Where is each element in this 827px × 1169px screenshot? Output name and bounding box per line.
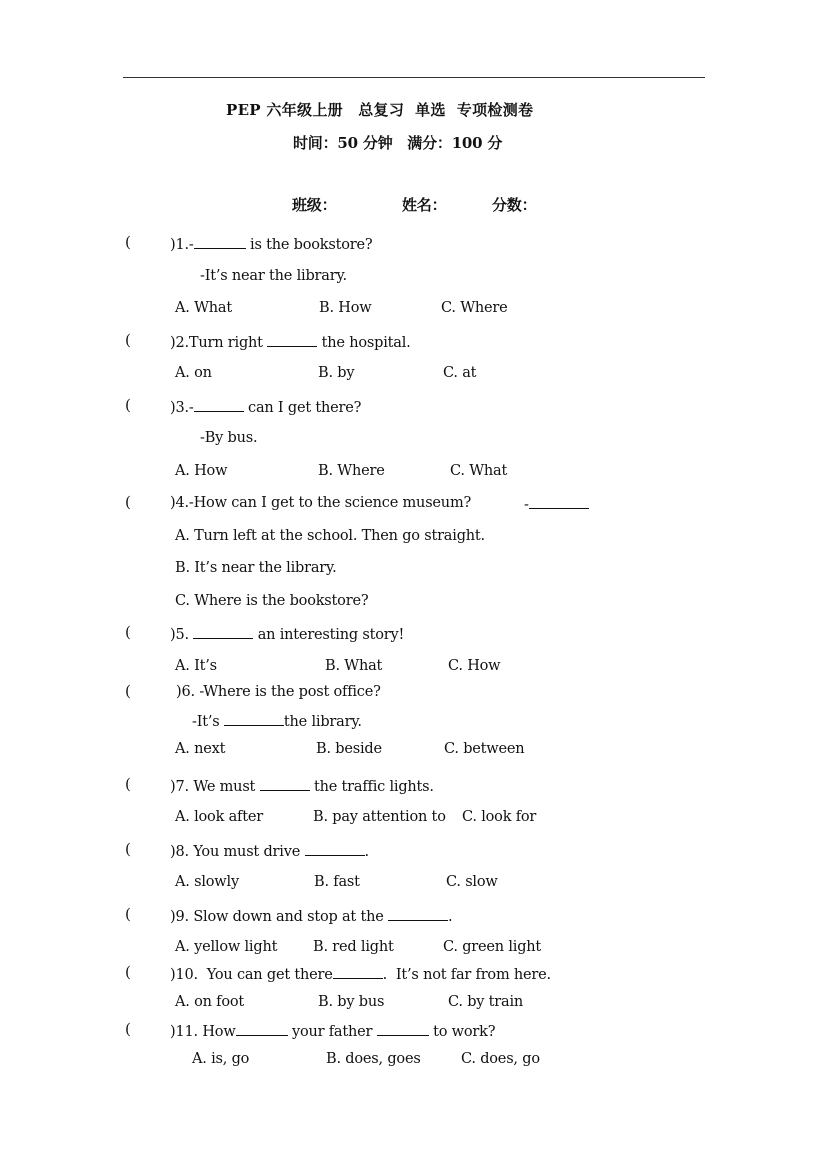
answer-blank[interactable] <box>377 1021 429 1036</box>
answer-paren-open: ( <box>125 493 131 511</box>
question-reply: -It’s the library. <box>192 711 362 731</box>
question-stem: )2.Turn right the hospital. <box>170 332 411 352</box>
option-a: A. Turn left at the school. Then go straight. <box>175 528 485 544</box>
question-stem: )4.-How can I get to the science museum? <box>170 495 472 511</box>
answer-blank[interactable] <box>267 332 317 347</box>
option-b: B. What <box>325 658 383 674</box>
option-b: B. red light <box>313 939 394 955</box>
answer-blank[interactable] <box>333 964 383 979</box>
question-stem: )8. You must drive . <box>170 841 369 861</box>
option-b: B. It’s near the library. <box>175 560 337 576</box>
option-a: A. on <box>175 365 212 381</box>
time-score-line: 时间：50 分钟 满分：100 分 <box>293 134 503 152</box>
answer-paren-open: ( <box>125 840 131 858</box>
question-stem: )6. -Where is the post office? <box>176 684 381 700</box>
answer-blank[interactable] <box>529 494 589 509</box>
option-c: C. between <box>444 741 525 757</box>
answer-paren-open: ( <box>125 963 131 981</box>
answer-paren-open: ( <box>125 623 131 641</box>
question-stem: )11. How your father to work? <box>170 1021 495 1041</box>
answer-paren-open: ( <box>125 233 131 251</box>
option-c: C. look for <box>462 809 537 825</box>
option-b: B. by bus <box>318 994 385 1010</box>
answer-paren-open: ( <box>125 396 131 414</box>
option-a: A. What <box>175 300 233 316</box>
question-stem: )10. You can get there . It’s not far from here. <box>170 964 551 984</box>
question-stem: )5. an interesting story! <box>170 624 404 644</box>
answer-paren-open: ( <box>125 1020 131 1038</box>
option-b: B. pay attention to <box>313 809 446 825</box>
option-a: A. on foot <box>175 994 245 1010</box>
option-b: B. fast <box>314 874 360 890</box>
option-b: B. beside <box>316 741 382 757</box>
question-reply: -By bus. <box>200 430 258 446</box>
option-b: B. Where <box>318 463 385 479</box>
option-b: B. does, goes <box>326 1051 421 1067</box>
question-stem: )9. Slow down and stop at the . <box>170 906 452 926</box>
option-c: C. does, go <box>461 1051 540 1067</box>
option-c: C. Where <box>441 300 508 316</box>
name-label: 姓名： <box>402 196 447 214</box>
option-c: C. How <box>448 658 501 674</box>
option-a: A. next <box>175 741 226 757</box>
question-stem: )3.- can I get there? <box>170 397 361 417</box>
option-c: C. Where is the bookstore? <box>175 593 369 609</box>
option-c: C. green light <box>443 939 542 955</box>
option-a: A. is, go <box>192 1051 250 1067</box>
answer-paren-open: ( <box>125 682 131 700</box>
answer-dash-blank: - <box>524 494 589 514</box>
option-a: A. yellow light <box>175 939 278 955</box>
answer-blank[interactable] <box>194 397 244 412</box>
answer-paren-open: ( <box>125 775 131 793</box>
option-b: B. by <box>318 365 355 381</box>
option-c: C. at <box>443 365 477 381</box>
answer-blank[interactable] <box>194 234 246 249</box>
answer-blank[interactable] <box>305 841 365 856</box>
answer-paren-open: ( <box>125 331 131 349</box>
answer-blank[interactable] <box>193 624 253 639</box>
answer-blank[interactable] <box>236 1021 288 1036</box>
option-a: A. look after <box>175 809 263 825</box>
option-c: C. slow <box>446 874 498 890</box>
answer-paren-open: ( <box>125 905 131 923</box>
question-stem: )1.- is the bookstore? <box>170 234 372 254</box>
option-c: C. by train <box>448 994 524 1010</box>
question-reply: -It’s near the library. <box>200 268 347 284</box>
answer-blank[interactable] <box>260 776 310 791</box>
answer-blank[interactable] <box>224 711 284 726</box>
header-rule <box>123 77 705 78</box>
question-stem: )7. We must the traffic lights. <box>170 776 434 796</box>
option-a: A. It’s <box>175 658 217 674</box>
option-b: B. How <box>319 300 372 316</box>
score-label: 分数： <box>492 196 537 214</box>
option-a: A. slowly <box>175 874 239 890</box>
option-a: A. How <box>175 463 228 479</box>
answer-blank[interactable] <box>388 906 448 921</box>
option-c: C. What <box>450 463 508 479</box>
class-label: 班级： <box>292 196 337 214</box>
page-title: PEP 六年级上册 总复习 单选 专项检测卷 <box>226 101 534 119</box>
